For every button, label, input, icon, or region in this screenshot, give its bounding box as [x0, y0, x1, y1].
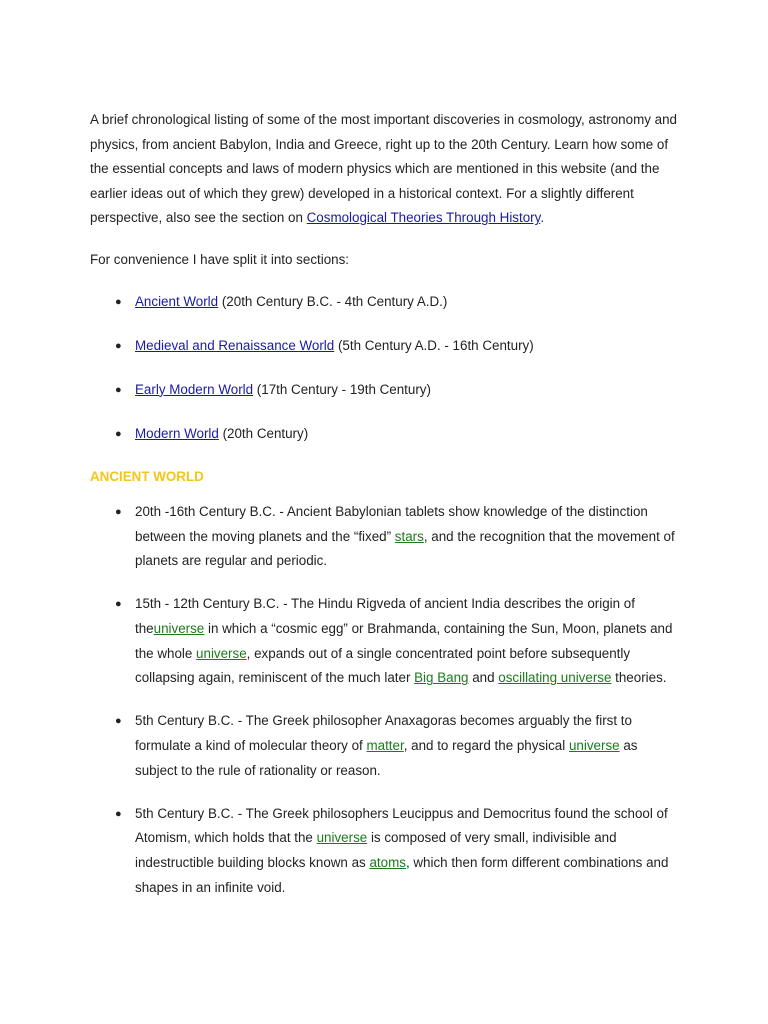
list-item: [90, 378, 690, 403]
universe-link[interactable]: universe: [316, 830, 368, 846]
stars-link[interactable]: stars: [394, 528, 424, 544]
event-text: , and to regard the physical: [403, 738, 569, 754]
cosmological-theories-link[interactable]: Cosmological Theories Through History: [306, 210, 541, 226]
bullet-icon: ●: [115, 807, 122, 820]
ancient-world-link[interactable]: Ancient World: [135, 293, 219, 309]
event-text: 5th Century B.C. - The Greek philosopher Anaxagoras becomes arguably the first to formulate a kind of molecular theory of: [135, 713, 632, 754]
bullet-icon: ●: [115, 715, 122, 728]
event-text: in which a “cosmic egg” or Brahmanda, containing the Sun, Moon, planets and the whole: [135, 620, 673, 661]
ancient-world-heading: ANCIENT WORLD: [90, 469, 204, 485]
event-text: as subject to the rule of rationality or reason.: [135, 738, 638, 778]
event-text: 20th -16th Century B.C. - Ancient Babylonian tablets show knowledge of the distinction between the moving planets and the “fixed”: [135, 503, 648, 544]
atoms-link[interactable]: atoms: [369, 855, 406, 871]
bullet-icon: ●: [115, 505, 122, 518]
convenience-text: For convenience I have split it into sections:: [90, 251, 350, 267]
matter-link[interactable]: matter: [366, 738, 404, 754]
list-item: [90, 422, 690, 447]
event-text: , which then form different combinations and shapes in an infinite void.: [135, 855, 669, 896]
bullet-icon: ●: [115, 427, 122, 440]
list-item: [90, 709, 680, 783]
document-body: [90, 108, 690, 919]
list-item: [90, 500, 680, 574]
event-text: and: [468, 670, 499, 686]
event-text: 5th Century B.C. - The Greek philosophers Leucippus and Democritus found the school of Atomism, which holds that the: [135, 805, 668, 846]
bullet-icon: ●: [115, 339, 122, 352]
section-range: (20th Century): [218, 425, 309, 441]
bullet-icon: ●: [115, 295, 122, 308]
universe-link[interactable]: universe: [196, 645, 247, 661]
oscillating-universe-link[interactable]: oscillating universe: [498, 670, 612, 686]
universe-link[interactable]: universe: [153, 620, 205, 636]
section-range: (5th Century A.D. - 16th Century): [334, 337, 534, 353]
events-list: [90, 500, 690, 901]
bullet-icon: ●: [115, 598, 122, 611]
event-text: theories.: [611, 670, 667, 686]
modern-world-link[interactable]: Modern World: [135, 425, 219, 441]
event-text: , and the recognition that the movement of planets are regular and periodic.: [135, 528, 675, 569]
intro-end: .: [540, 210, 545, 226]
early-modern-world-link[interactable]: Early Modern World: [135, 381, 254, 397]
section-range: (20th Century B.C. - 4th Century A.D.): [218, 293, 448, 309]
medieval-renaissance-world-link[interactable]: Medieval and Renaissance World: [135, 337, 335, 353]
bullet-icon: ●: [115, 383, 122, 396]
list-item: [90, 592, 680, 691]
intro-paragraph: [90, 108, 690, 231]
big-bang-link[interactable]: Big Bang: [414, 670, 469, 686]
universe-link[interactable]: universe: [568, 738, 620, 754]
event-text: is composed of very small, indivisible and indestructible building blocks known as: [135, 830, 617, 871]
list-item: [90, 334, 690, 359]
intro-text: A brief chronological listing of some of the most important discoveries in cosmology, astronomy and physics, from ancient Babylon, India and Greece, right up to the 20th Century. Learn how some of the essential concepts and laws of modern physics which are mentioned in this website (and the earlier ideas out of which they grew) developed in a historical context. For a slightly different perspective, also see the section on: [90, 112, 677, 226]
event-text: 15th - 12th Century B.C. - The Hindu Rigveda of ancient India describes the origin of the: [135, 596, 635, 636]
list-item: [90, 802, 680, 901]
list-item: [90, 290, 690, 315]
sections-list: [90, 290, 690, 447]
event-text: , expands out of a single concentrated point before subsequently collapsing again, reminiscent of the much later: [135, 645, 631, 686]
section-range: (17th Century - 19th Century): [253, 381, 431, 397]
